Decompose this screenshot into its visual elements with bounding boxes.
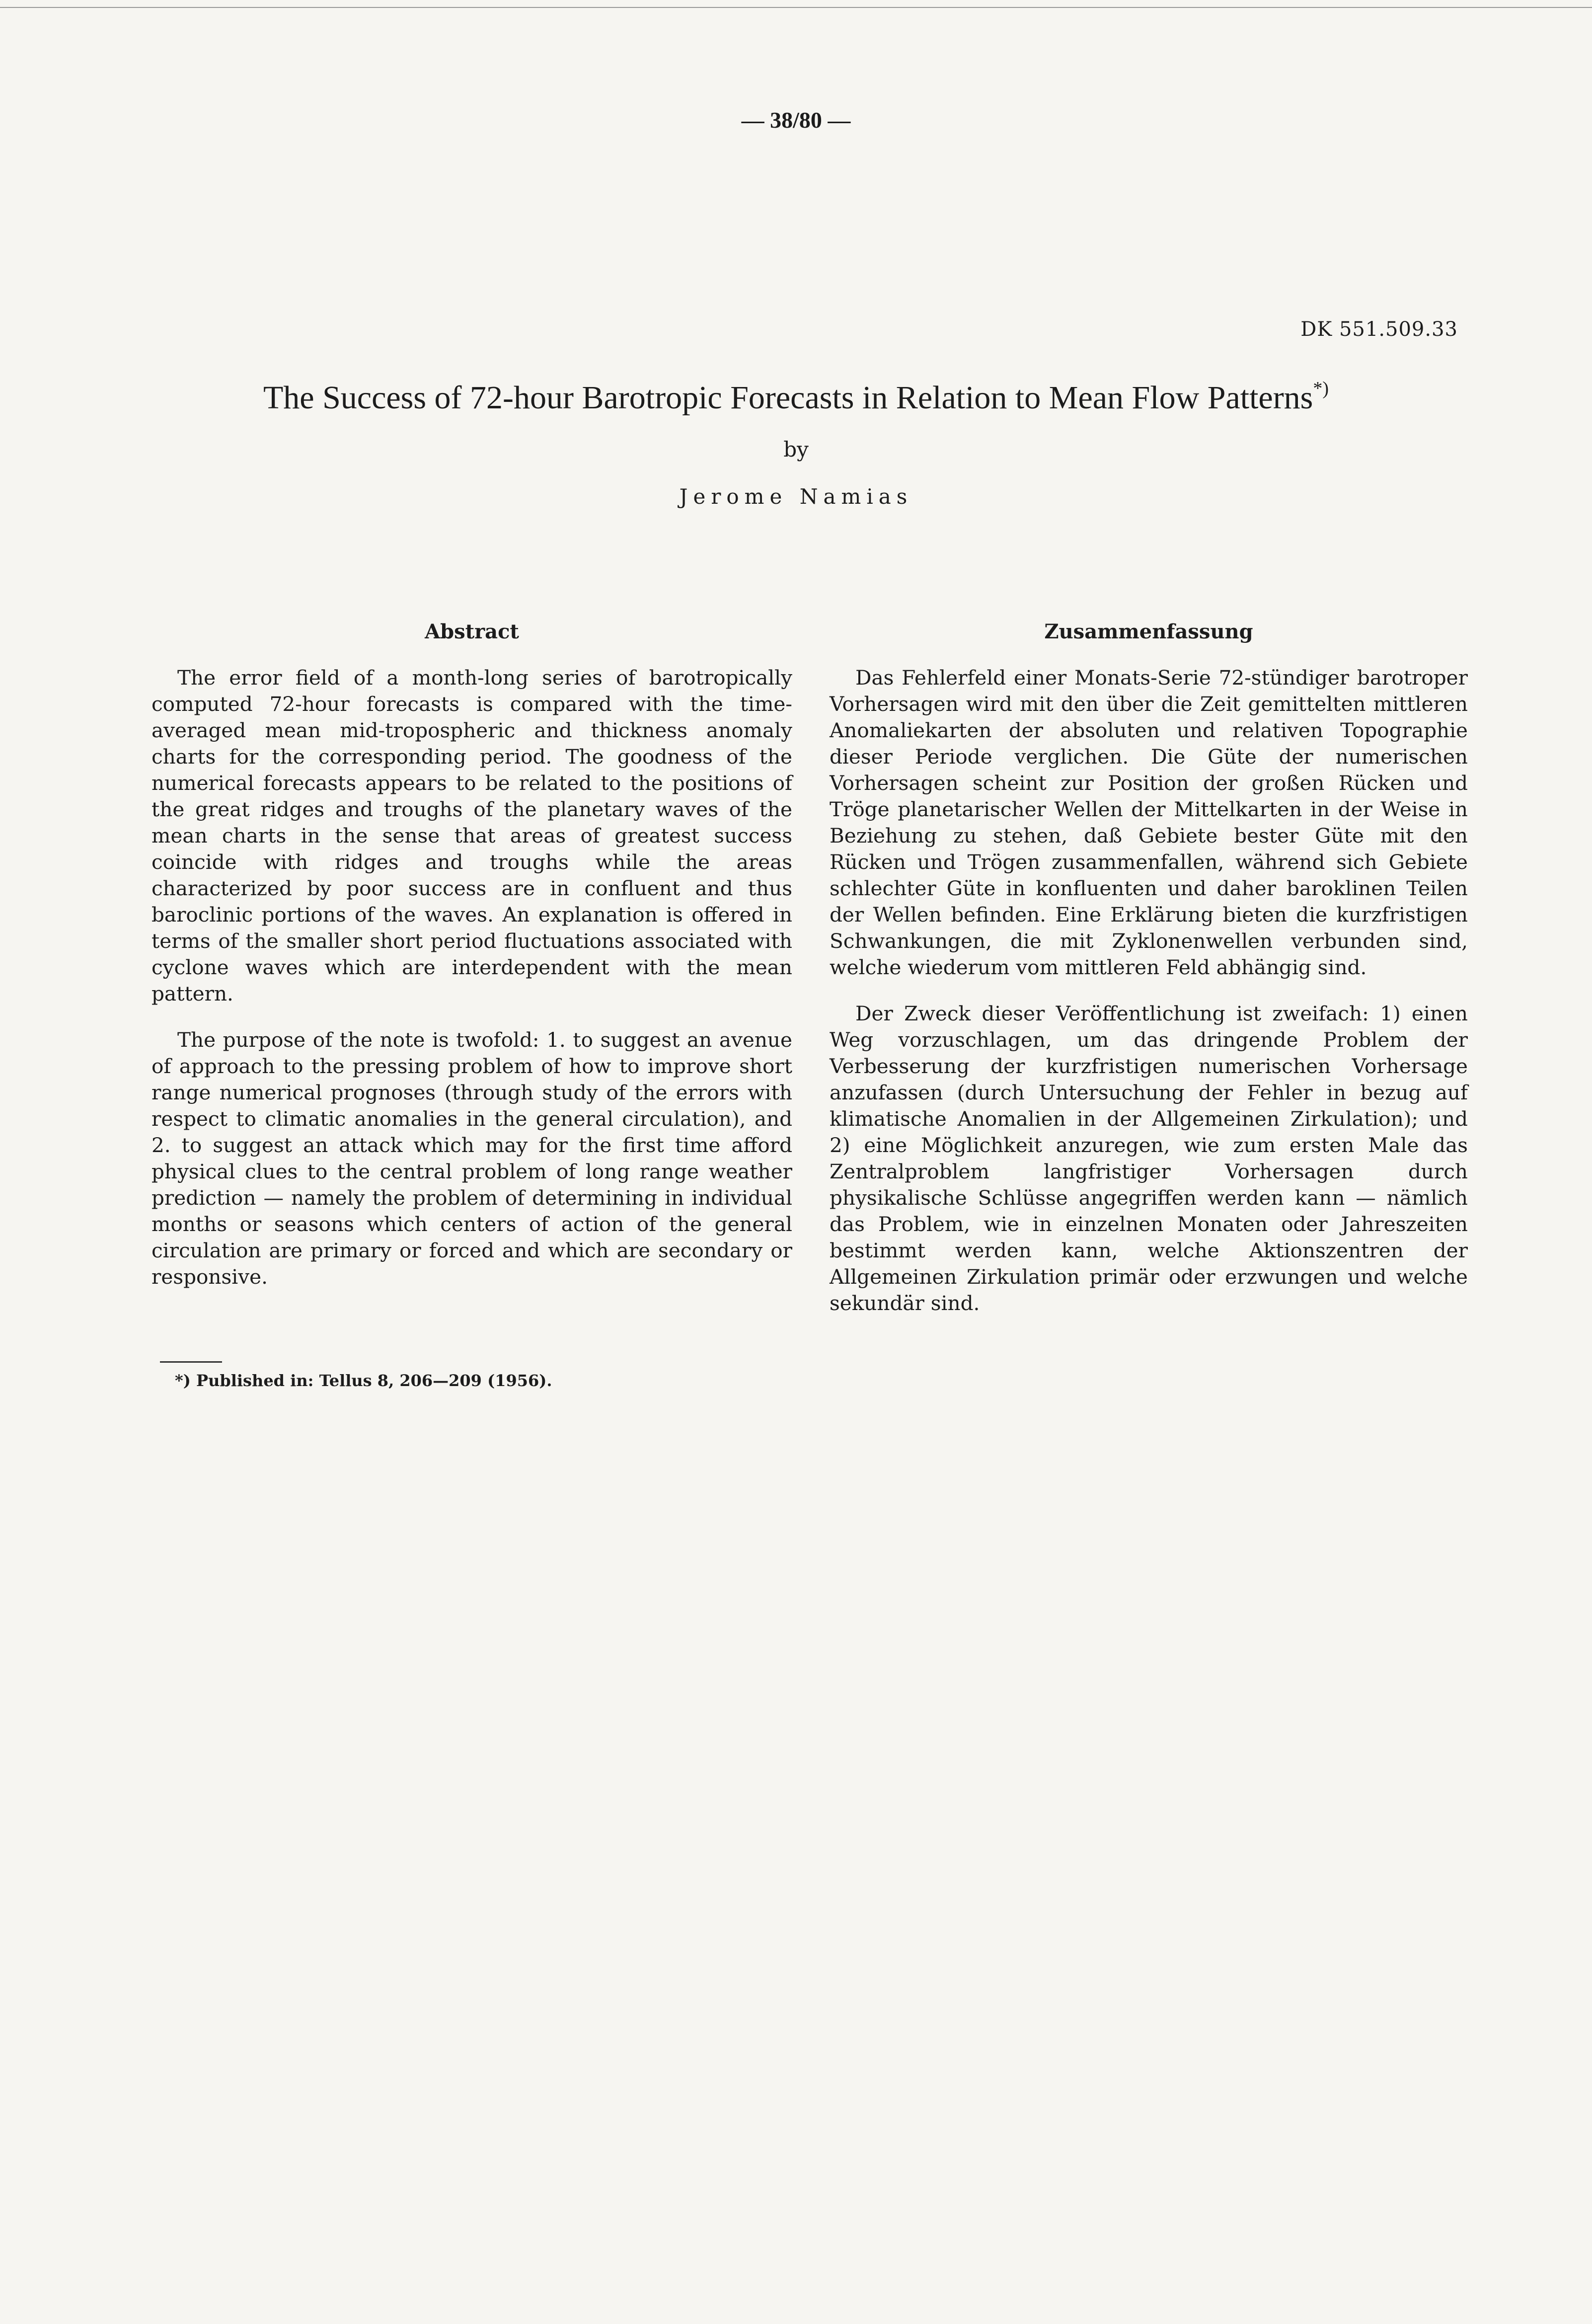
zusammenfassung-paragraph-2: Der Zweck dieser Veröffentlichung ist zweifach: 1) einen Weg vorzuschlagen, um das dringende Problem der Verbesserung der kurzfristigen numerischen Vorhersage anzufassen (durch Untersuchung der Fehler in bezug auf klimatische Anomalien in der Allgemeinen Zirkulation); und 2) eine Möglichkeit anzuregen, wie zum ersten Male das Zentralproblem langfristiger Vorhersagen durch physikalische Schlüsse angegriffen werden kann — nämlich das Problem, wie in einzelnen Monaten oder Jahreszeiten bestimmt werden kann, welche Aktionszentren der Allgemeinen Zirkulation primär oder erzwungen und welche sekundär sind. bbox=[830, 1002, 1468, 1315]
page-number: — 38/80 — bbox=[741, 107, 851, 133]
paper-title bbox=[0, 378, 1592, 417]
paper-title-text: The Success of 72-hour Barotropic Forecasts in Relation to Mean Flow Patterns bbox=[263, 380, 1313, 416]
abstract-heading: Abstract bbox=[425, 620, 519, 643]
footnote: *) Published in: Tellus 8, 206—209 (1956). bbox=[175, 1371, 552, 1390]
title-footnote-marker: *) bbox=[1313, 378, 1329, 399]
byline-by: by bbox=[783, 437, 809, 462]
footnote-divider bbox=[160, 1361, 222, 1363]
author-name: Jerome Namias bbox=[679, 484, 913, 509]
abstract-paragraph-1: The error field of a month-long series of barotropically computed 72-hour forecasts is compared with the time-averaged mean mid-tropospheric and thickness anomaly charts for the corresponding period. The goodness of the numerical forecasts appears to be related to the positions of the great ridges and troughs of the planetary waves of the mean charts in the sense that areas of greatest success coincide with ridges and troughs while the areas characterized by poor success are in confluent and thus baroclinic portions of the waves. An explanation is offered in terms of the smaller short period fluctuations associated with cyclone waves which are interdependent with the mean pattern. bbox=[152, 666, 792, 1006]
abstract-paragraph-2: The purpose of the note is twofold: 1. to suggest an avenue of approach to the pressing problem of how to improve short range numerical prognoses (through study of the errors with respect to climatic anomalies in the general circulation), and 2. to suggest an attack which may for the first time afford physical clues to the central problem of long range weather prediction — namely the problem of determining in individual months or seasons which centers of action of the general circulation are primary or forced and which are secondary or responsive. bbox=[152, 1028, 792, 1289]
zusammenfassung-heading: Zusammenfassung bbox=[1044, 620, 1253, 643]
zusammenfassung-paragraph-1: Das Fehlerfeld einer Monats-Serie 72-stündiger barotroper Vorhersagen wird mit den über die Zeit gemittelten mittleren Anomaliekarten der absoluten und relativen Topographie dieser Periode verglichen. Die Güte der numerischen Vorhersagen scheint zur Position der großen Rücken und Tröge planetarischer Wellen der Mittelkarten in der Weise in Beziehung zu stehen, daß Gebiete bester Güte mit den Rücken und Trögen zusammenfallen, während sich Gebiete schlechter Güte in konfluenten und daher baroklinen Teilen der Wellen befinden. Eine Erklärung bieten die kurzfristigen Schwankungen, die mit Zyklonenwellen verbunden sind, welche wiederum vom mittleren Feld abhängig sind. bbox=[830, 666, 1468, 979]
abstract-column bbox=[152, 619, 792, 1290]
dk-classification-code: DK 551.509.33 bbox=[1300, 318, 1458, 341]
scan-edge-rule bbox=[0, 7, 1592, 8]
zusammenfassung-column bbox=[830, 619, 1468, 1317]
